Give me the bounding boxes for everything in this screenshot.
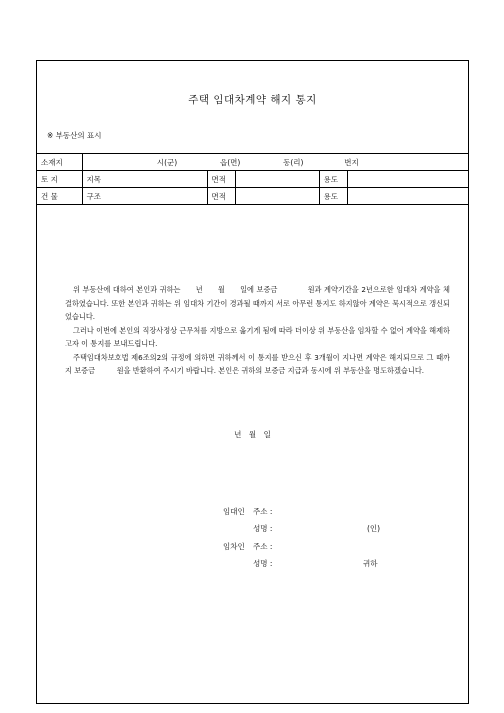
loc-dong: 동(리) (283, 157, 304, 167)
building-usage-value (347, 188, 468, 205)
recipient-honorific: 귀하 (363, 559, 378, 568)
lessee-name-label: 성명 : (253, 559, 273, 568)
property-section-label: ※ 부동산의 표시 (47, 131, 102, 140)
notice-body (65, 283, 450, 378)
location-label: 소재지 (37, 154, 82, 171)
land-usage-value (347, 171, 468, 188)
land-usage-label: 용도 (319, 171, 347, 188)
lessor-seal: (인) (367, 524, 381, 533)
location-value (82, 154, 468, 171)
body-paragraph-1: 위 부동산에 대하여 본인과 귀하는 년 월 일에 보증금 원과 계약기간을 2년으로한 임대차 계약을 체결하였습니다. 또한 본인과 귀하는 위 임대차 기간이 경과될 때까지 서로 아무런 통지도 하지않아 계약은 묵시적으로 갱신되었습니다. (65, 285, 450, 321)
property-table (37, 153, 468, 205)
document-title: 주택 임대차계약 해지 통지 (188, 94, 317, 106)
land-row (37, 171, 468, 188)
lessor-label: 임대인 (223, 507, 245, 516)
land-area-label: 면적 (207, 171, 235, 188)
land-label: 토 지 (37, 171, 82, 188)
body-paragraph-2: 그러나 이번에 본인의 직장사정상 근무처를 지방으로 옮기게 됨에 따라 더이상 위 부동산을 임차할 수 없어 계약을 해제하고자 이 통지를 보내드립니다. (65, 325, 450, 348)
loc-bunji: 번지 (344, 157, 359, 167)
building-area-value (235, 188, 319, 205)
building-row (37, 188, 468, 205)
building-usage-label: 용도 (319, 188, 347, 205)
lessor-address-label: 주소 : (253, 507, 273, 516)
lessee-label: 임차인 (223, 542, 245, 551)
lessee-address-label: 주소 : (253, 542, 273, 551)
building-gujo: 구조 (82, 188, 207, 205)
location-row (37, 154, 468, 171)
land-area-value (235, 171, 319, 188)
building-label: 건 물 (37, 188, 82, 205)
building-area-label: 면적 (207, 188, 235, 205)
loc-si: 시(군) (156, 157, 178, 167)
lessor-name-label: 성명 : (253, 524, 273, 533)
loc-eup: 읍(면) (220, 157, 241, 167)
body-paragraph-3: 주택임대차보호법 제6조의2의 규정에 의하면 귀하께서 이 통지를 받으신 후 3개월이 지나면 계약은 해지되므로 그 때까지 보증금 원을 반환하여 주시기 바랍니다. 본인은 귀하의 보증금 지급과 동시에 위 부동산을 명도하겠습니다. (65, 352, 450, 375)
notice-document (36, 60, 469, 704)
land-jimok: 지목 (82, 171, 207, 188)
date-line: 년 월 일 (234, 430, 271, 439)
